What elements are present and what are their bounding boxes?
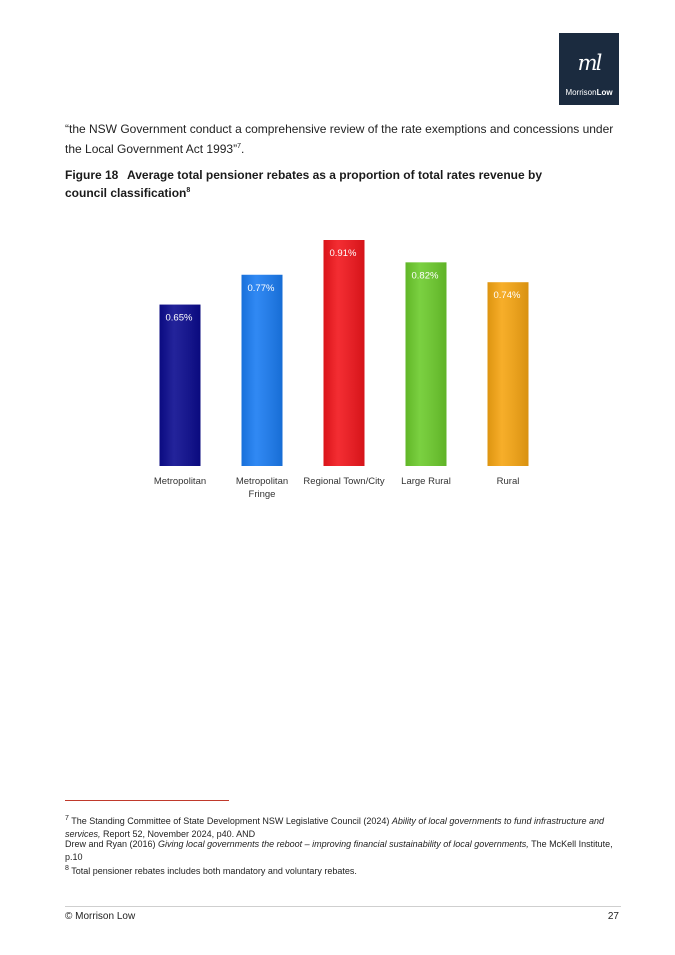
category-label: Large Rural — [401, 476, 451, 487]
bar-shading — [324, 240, 365, 466]
category-label: Metropolitan — [235, 476, 289, 487]
quote-paragraph: “the NSW Government conduct a comprehensive review of the rate exemptions and concessions under the Local Government Act 1993”$^7$. — [65, 122, 614, 156]
page-number: 27 — [607, 911, 619, 922]
category-label: Fringe — [248, 489, 276, 500]
category-label: Regional Town/City — [303, 476, 385, 487]
morrison-low-logo — [559, 33, 619, 105]
data-label: 0.74% — [493, 290, 521, 302]
data-label: 0.65% — [165, 312, 193, 324]
category-label: Rural — [496, 476, 520, 487]
data-label: 0.91% — [329, 248, 357, 259]
bar-shading — [406, 262, 447, 466]
bar-group-3 — [401, 262, 451, 487]
bar-chart — [130, 220, 570, 520]
figure-title: Average total pensioner rebates as a proportion of total rates revenue by council classification — [65, 168, 543, 200]
bar-group-4 — [488, 282, 529, 487]
footer-copyright: © Morrison Low — [65, 911, 136, 922]
bar-group-1 — [236, 275, 288, 500]
figure-caption — [65, 168, 585, 201]
bar-chart-svg — [130, 220, 570, 520]
footnote-7-continued: Drew and Ryan (2016) Giving local governments the reboot – improving financial sustainability of local governments, The McKell Institute, p.10 — [65, 839, 613, 862]
footnote-7: $^7$ The Standing Committee of State Development NSW Legislative Council (2024) Ability of local governments to fund infrastructure and services, Report 52, November 2024, p40. AND — [65, 815, 605, 839]
category-label: Metropolitan — [153, 476, 207, 487]
data-label: 0.82% — [411, 270, 439, 282]
footnote-ref-7: 7 — [237, 143, 242, 150]
footnote-ref-8: 8 — [186, 187, 191, 194]
footer-separator — [65, 906, 621, 907]
bar-shading — [488, 282, 529, 466]
bar-group-0 — [154, 305, 206, 487]
bar-shading — [242, 275, 283, 466]
footnote-8: $^8$ Total pensioner rebates includes both mandatory and voluntary rebates. — [65, 865, 357, 876]
data-label: 0.77% — [247, 282, 275, 294]
figure-number: Figure 18 — [65, 168, 119, 182]
footnote-separator — [65, 800, 229, 801]
bar-shading — [160, 305, 201, 466]
bar-group-2 — [303, 240, 384, 487]
logo-mark: ml — [577, 51, 601, 75]
logo-brand: MorrisonLow — [565, 88, 613, 97]
